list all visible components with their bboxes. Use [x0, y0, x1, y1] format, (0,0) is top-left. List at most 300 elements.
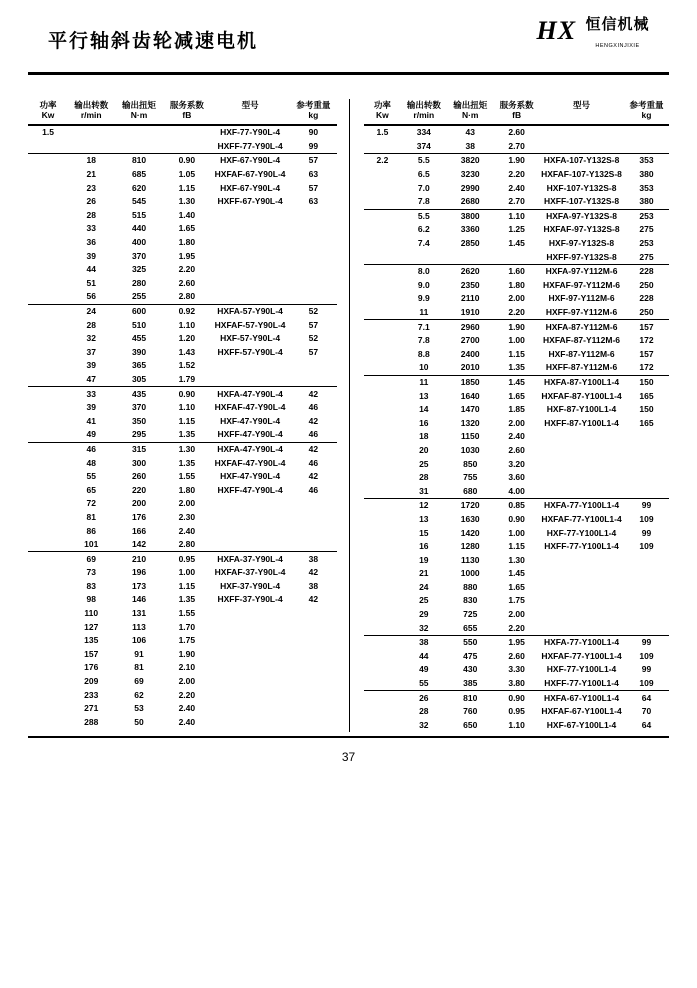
cell-rpm — [68, 140, 114, 154]
cell-weight: 275 — [639, 251, 654, 262]
cell-weight: 150 — [624, 375, 669, 389]
cell-kw — [28, 524, 68, 538]
table-row — [28, 332, 337, 346]
cell-weight: 109 — [639, 678, 654, 689]
cell-weight — [290, 702, 336, 716]
cell-kw — [364, 348, 402, 362]
right-table-body — [364, 125, 670, 732]
cell-rpm: 81 — [86, 511, 96, 522]
cell-weight — [624, 484, 669, 498]
table-row — [28, 181, 337, 195]
cell-rpm: 44 — [86, 264, 96, 275]
cell-weight — [290, 277, 336, 291]
cell-fb: 1.30 — [164, 442, 210, 456]
table-row — [28, 607, 337, 621]
cell-torque: 38 — [465, 140, 475, 151]
cell-kw — [28, 387, 68, 401]
cell-torque: 1720 — [446, 499, 494, 513]
cell-torque: 166 — [131, 525, 147, 536]
cell-model — [210, 620, 290, 634]
table-row — [28, 249, 337, 263]
cell-fb: 1.35 — [178, 594, 196, 605]
cell-fb — [164, 140, 210, 154]
cell-weight — [290, 688, 336, 702]
cell-kw — [28, 634, 68, 648]
cell-kw — [28, 497, 68, 511]
cell-rpm: 46 — [68, 442, 114, 456]
cell-model: HXFF-77-Y100L1-4 — [544, 678, 619, 689]
cell-fb: 2.20 — [508, 169, 525, 180]
table-row — [364, 663, 670, 677]
cell-torque: 220 — [131, 484, 147, 495]
cell-weight — [624, 553, 669, 567]
cell-rpm: 101 — [84, 539, 99, 550]
cell-torque: 685 — [131, 169, 147, 180]
cell-kw — [28, 428, 68, 442]
cell-model — [539, 484, 624, 498]
right-spec-table — [364, 99, 670, 732]
cell-torque: 1630 — [460, 513, 480, 524]
cell-model: HXFA-107-Y132S-8 — [539, 154, 624, 168]
cell-torque: 3800 — [446, 209, 494, 223]
cell-model — [210, 607, 290, 621]
table-row — [28, 497, 337, 511]
cell-model — [210, 511, 290, 525]
cell-rpm: 288 — [84, 716, 99, 727]
cell-rpm: 25 — [419, 458, 429, 469]
table-row — [28, 236, 337, 250]
cell-kw — [28, 442, 68, 456]
table-row — [28, 209, 337, 223]
cell-model: HXF-37-Y90L-4 — [220, 580, 281, 591]
page-number: 37 — [341, 750, 356, 765]
cell-fb: 2.70 — [508, 196, 525, 207]
cell-rpm: 65 — [86, 484, 96, 495]
cell-weight: 57 — [290, 154, 336, 168]
cell-kw — [364, 181, 402, 195]
cell-torque — [446, 250, 494, 264]
cell-fb: 2.00 — [178, 676, 196, 687]
cell-torque: 515 — [131, 209, 147, 220]
cell-fb: 1.15 — [508, 348, 525, 359]
cell-kw — [364, 581, 402, 595]
table-row — [28, 168, 337, 182]
cell-model: HXF-67-Y100L1-4 — [546, 719, 617, 730]
footer-divider — [28, 736, 669, 738]
cell-model — [539, 471, 624, 485]
cell-rpm: 28 — [419, 472, 429, 483]
cell-fb: 1.40 — [178, 209, 196, 220]
cell-kw — [28, 661, 68, 675]
cell-kw — [364, 444, 402, 458]
cell-weight — [290, 222, 336, 236]
cell-model: HXFA-87-Y100L1-4 — [539, 375, 624, 389]
cell-fb: 1.79 — [178, 373, 196, 384]
cell-fb: 2.20 — [508, 307, 525, 318]
cell-weight — [290, 716, 336, 730]
cell-torque: 2400 — [460, 348, 480, 359]
cell-weight: 42 — [308, 471, 319, 482]
cell-kw — [364, 209, 402, 223]
cell-rpm: 56 — [86, 291, 96, 302]
cell-kw — [28, 470, 68, 484]
cell-fb: 1.10 — [178, 319, 196, 330]
cell-weight: 52 — [308, 333, 319, 344]
cell-weight: 42 — [308, 567, 319, 578]
cell-torque: 43 — [446, 125, 494, 140]
table-row — [364, 513, 670, 527]
cell-torque: 50 — [134, 716, 144, 727]
header-kw: 功率 Kw — [28, 99, 68, 125]
cell-fb: 1.30 — [178, 196, 196, 207]
cell-weight — [290, 607, 336, 621]
table-row — [28, 456, 337, 470]
cell-weight — [290, 497, 336, 511]
cell-rpm: 5.5 — [401, 209, 446, 223]
cell-fb: 2.00 — [508, 609, 525, 620]
cell-fb: 0.90 — [164, 154, 210, 168]
cell-fb: 1.45 — [494, 375, 539, 389]
cell-fb: 1.65 — [508, 581, 525, 592]
table-row — [364, 154, 670, 168]
cell-rpm: 28 — [419, 706, 429, 717]
cell-model: HXFA-77-Y100L1-4 — [539, 635, 624, 649]
cell-model: HXFAF-87-Y112M-6 — [543, 335, 621, 346]
cell-torque: 2990 — [460, 182, 480, 193]
cell-weight — [624, 444, 669, 458]
cell-rpm: 7.0 — [417, 182, 430, 193]
cell-model — [210, 373, 290, 387]
cell-fb: 1.25 — [508, 224, 525, 235]
header-torque: 输出扭矩 N·m — [446, 99, 494, 125]
table-row — [28, 675, 337, 689]
cell-fb: 2.00 — [178, 498, 196, 509]
cell-weight: 109 — [639, 650, 654, 661]
cell-kw — [28, 401, 68, 415]
table-row — [364, 125, 670, 140]
cell-rpm: 28 — [86, 209, 96, 220]
cell-torque: 260 — [131, 471, 147, 482]
cell-model: HXFA-37-Y90L-4 — [210, 552, 290, 566]
cell-torque: 1130 — [460, 554, 480, 565]
cell-kw — [28, 195, 68, 209]
cell-kw — [364, 567, 402, 581]
cell-torque: 173 — [131, 580, 147, 591]
cell-torque: 620 — [131, 182, 147, 193]
cell-weight — [290, 524, 336, 538]
cell-kw — [364, 513, 402, 527]
cell-model: HXFAF-67-Y100L1-4 — [541, 706, 622, 717]
header-torque: 输出扭矩 N·m — [114, 99, 163, 125]
cell-model — [539, 594, 624, 608]
cell-torque: 830 — [463, 595, 478, 606]
cell-model: HXFAF-97-Y112M-6 — [543, 279, 621, 290]
cell-rpm: 55 — [419, 678, 429, 689]
table-row — [364, 691, 670, 705]
cell-kw — [364, 430, 402, 444]
cell-torque: 3360 — [460, 224, 480, 235]
cell-torque: 475 — [463, 650, 478, 661]
cell-kw — [28, 593, 68, 607]
cell-weight: 99 — [641, 527, 652, 538]
cell-fb: 1.90 — [494, 320, 539, 334]
cell-kw — [28, 209, 68, 223]
table-row — [28, 702, 337, 716]
cell-fb: 2.70 — [508, 140, 525, 151]
cell-kw — [364, 334, 402, 348]
cell-model — [210, 634, 290, 648]
cell-weight: 52 — [290, 304, 336, 318]
cell-rpm: 18 — [419, 431, 429, 442]
table-row — [28, 195, 337, 209]
cell-model: HXFF-47-Y90L-4 — [217, 484, 283, 495]
cell-rpm: 39 — [86, 360, 96, 371]
table-row — [364, 375, 670, 389]
cell-fb: 1.55 — [178, 471, 196, 482]
cell-torque: 3820 — [446, 154, 494, 168]
cell-kw — [28, 620, 68, 634]
cell-model: HXF-57-Y90L-4 — [220, 333, 281, 344]
cell-model: HXF-77-Y100L1-4 — [546, 664, 617, 675]
cell-model — [210, 538, 290, 552]
cell-rpm: 8.0 — [401, 264, 446, 278]
cell-torque: 850 — [463, 458, 478, 469]
cell-fb: 1.52 — [178, 360, 196, 371]
table-row — [28, 318, 337, 332]
cell-torque: 3230 — [460, 169, 480, 180]
spec-tables — [28, 99, 669, 732]
cell-model — [539, 608, 624, 622]
cell-rpm: 11 — [401, 375, 446, 389]
cell-weight: 57 — [308, 182, 319, 193]
cell-model: HXFAF-77-Y100L1-4 — [541, 513, 622, 524]
cell-weight — [624, 471, 669, 485]
cell-kw — [28, 483, 68, 497]
cell-kw — [28, 304, 68, 318]
table-row — [364, 140, 670, 154]
cell-kw — [28, 318, 68, 332]
cell-torque: 2850 — [460, 238, 480, 249]
cell-torque: 315 — [114, 442, 163, 456]
table-row — [364, 223, 670, 237]
cell-fb: 1.15 — [178, 182, 196, 193]
cell-kw — [364, 140, 402, 154]
cell-weight — [290, 209, 336, 223]
cell-rpm: 8.8 — [417, 348, 430, 359]
page-header — [28, 14, 669, 70]
cell-model — [210, 290, 290, 304]
cell-model: HXF-67-Y90L-4 — [220, 182, 281, 193]
table-row — [364, 608, 670, 622]
cell-rpm: 135 — [84, 635, 99, 646]
cell-weight: 150 — [639, 404, 654, 415]
cell-rpm: 73 — [86, 567, 96, 578]
cell-rpm — [401, 250, 446, 264]
table-row — [28, 304, 337, 318]
cell-fb: 2.20 — [508, 622, 525, 633]
table-row — [28, 125, 337, 140]
cell-model — [210, 277, 290, 291]
table-row — [28, 552, 337, 566]
cell-torque: 650 — [463, 719, 478, 730]
cell-fb: 0.92 — [164, 304, 210, 318]
cell-torque: 1910 — [460, 307, 480, 318]
cell-rpm: 33 — [68, 387, 114, 401]
cell-weight: 46 — [308, 484, 319, 495]
cell-model: HXFA-77-Y100L1-4 — [539, 499, 624, 513]
cell-fb: 1.75 — [508, 595, 525, 606]
cell-fb: 1.30 — [508, 554, 525, 565]
cell-model: HXFAF-87-Y100L1-4 — [541, 390, 622, 401]
cell-fb: 2.40 — [178, 525, 196, 536]
table-row — [364, 181, 670, 195]
cell-weight: 70 — [641, 706, 652, 717]
cell-kw — [28, 154, 68, 168]
cell-fb: 2.60 — [178, 277, 196, 288]
table-row — [364, 484, 670, 498]
cell-kw — [364, 457, 402, 471]
cell-kw — [28, 181, 68, 195]
cell-kw — [28, 290, 68, 304]
table-row — [364, 320, 670, 334]
cell-rpm: 36 — [86, 237, 96, 248]
cell-weight — [290, 620, 336, 634]
cell-weight: 109 — [639, 513, 654, 524]
cell-rpm: 39 — [86, 402, 96, 413]
cell-fb: 2.40 — [508, 182, 525, 193]
cell-model: HXFAF-37-Y90L-4 — [214, 567, 286, 578]
cell-rpm: 14 — [419, 404, 429, 415]
cell-rpm: 83 — [86, 580, 96, 591]
cell-fb: 0.90 — [164, 387, 210, 401]
cell-weight: 250 — [639, 307, 654, 318]
cell-model: HXFF-47-Y90L-4 — [217, 429, 283, 440]
cell-fb: 1.85 — [508, 404, 525, 415]
cell-model — [210, 648, 290, 662]
cell-torque: 196 — [131, 567, 147, 578]
cell-model: HXFAF-57-Y90L-4 — [214, 319, 286, 330]
table-row — [364, 430, 670, 444]
cell-model — [210, 263, 290, 277]
cell-weight: 38 — [308, 580, 319, 591]
cell-fb: 2.80 — [178, 291, 196, 302]
cell-torque: 1280 — [460, 541, 480, 552]
cell-model: HXFF-57-Y90L-4 — [217, 346, 283, 357]
cell-fb: 1.00 — [508, 527, 525, 538]
left-table-column — [28, 99, 349, 732]
cell-kw — [364, 540, 402, 554]
cell-torque: 2350 — [460, 279, 480, 290]
cell-fb: 1.43 — [178, 346, 196, 357]
cell-model: HXFA-87-Y112M-6 — [539, 320, 624, 334]
cell-fb: 1.95 — [494, 635, 539, 649]
cell-fb: 1.90 — [178, 648, 196, 659]
cell-weight — [290, 538, 336, 552]
cell-rpm: 18 — [68, 154, 114, 168]
cell-rpm: 7.4 — [417, 238, 430, 249]
cell-rpm: 29 — [419, 609, 429, 620]
table-row — [364, 444, 670, 458]
cell-rpm: 271 — [84, 703, 99, 714]
cell-fb: 2.80 — [178, 539, 196, 550]
cell-weight — [290, 290, 336, 304]
cell-kw — [28, 538, 68, 552]
cell-torque: 430 — [463, 664, 478, 675]
cell-torque — [114, 140, 163, 154]
cell-fb: 1.35 — [178, 457, 196, 468]
cell-torque: 280 — [131, 277, 147, 288]
table-row — [28, 716, 337, 730]
cell-rpm: 26 — [86, 196, 96, 207]
cell-model — [210, 716, 290, 730]
cell-kw — [364, 237, 402, 251]
cell-kw — [364, 306, 402, 320]
table-row — [364, 334, 670, 348]
cell-weight: 42 — [308, 594, 319, 605]
table-row — [364, 292, 670, 306]
cell-model: HXFAF-77-Y100L1-4 — [541, 650, 622, 661]
cell-torque: 435 — [114, 387, 163, 401]
cell-weight — [624, 581, 669, 595]
cell-kw — [364, 279, 402, 293]
cell-torque: 106 — [131, 635, 147, 646]
cell-torque: 880 — [463, 581, 478, 592]
table-row — [364, 195, 670, 209]
cell-weight — [290, 511, 336, 525]
cell-torque: 255 — [131, 291, 147, 302]
cell-weight — [624, 567, 669, 581]
page-title: 平行轴斜齿轮减速电机 — [48, 31, 259, 52]
cell-weight: 99 — [624, 635, 669, 649]
cell-torque: 1470 — [460, 404, 480, 415]
cell-weight — [624, 457, 669, 471]
cell-weight — [290, 661, 336, 675]
cell-model — [539, 444, 624, 458]
cell-model: HXFAF-67-Y90L-4 — [214, 169, 286, 180]
table-row — [28, 470, 337, 484]
header-model: 型号 — [210, 99, 290, 125]
cell-torque: 142 — [131, 539, 147, 550]
cell-weight — [290, 648, 336, 662]
cell-torque: 680 — [463, 485, 478, 496]
cell-weight: 90 — [290, 125, 336, 140]
cell-torque: 385 — [463, 678, 478, 689]
cell-kw — [28, 222, 68, 236]
cell-torque: 295 — [131, 429, 147, 440]
cell-fb: 2.20 — [178, 264, 196, 275]
cell-weight: 42 — [290, 442, 336, 456]
cell-rpm: 16 — [419, 417, 429, 428]
cell-fb: 1.10 — [508, 719, 525, 730]
cell-torque: 1850 — [446, 375, 494, 389]
cell-torque: 810 — [114, 154, 163, 168]
cell-model: HXF-77-Y100L1-4 — [546, 527, 617, 538]
table-row — [364, 471, 670, 485]
cell-weight — [290, 634, 336, 648]
table-row — [28, 593, 337, 607]
cell-model: HXFF-87-Y112M-6 — [545, 362, 618, 373]
cell-weight — [624, 140, 669, 154]
catalog-page — [0, 14, 697, 988]
table-row — [28, 222, 337, 236]
cell-fb: 2.40 — [178, 703, 196, 714]
cell-kw — [28, 168, 68, 182]
cell-kw — [364, 250, 402, 264]
cell-weight: 353 — [624, 154, 669, 168]
cell-torque: 2960 — [446, 320, 494, 334]
cell-torque: 200 — [131, 498, 147, 509]
cell-kw — [364, 403, 402, 417]
